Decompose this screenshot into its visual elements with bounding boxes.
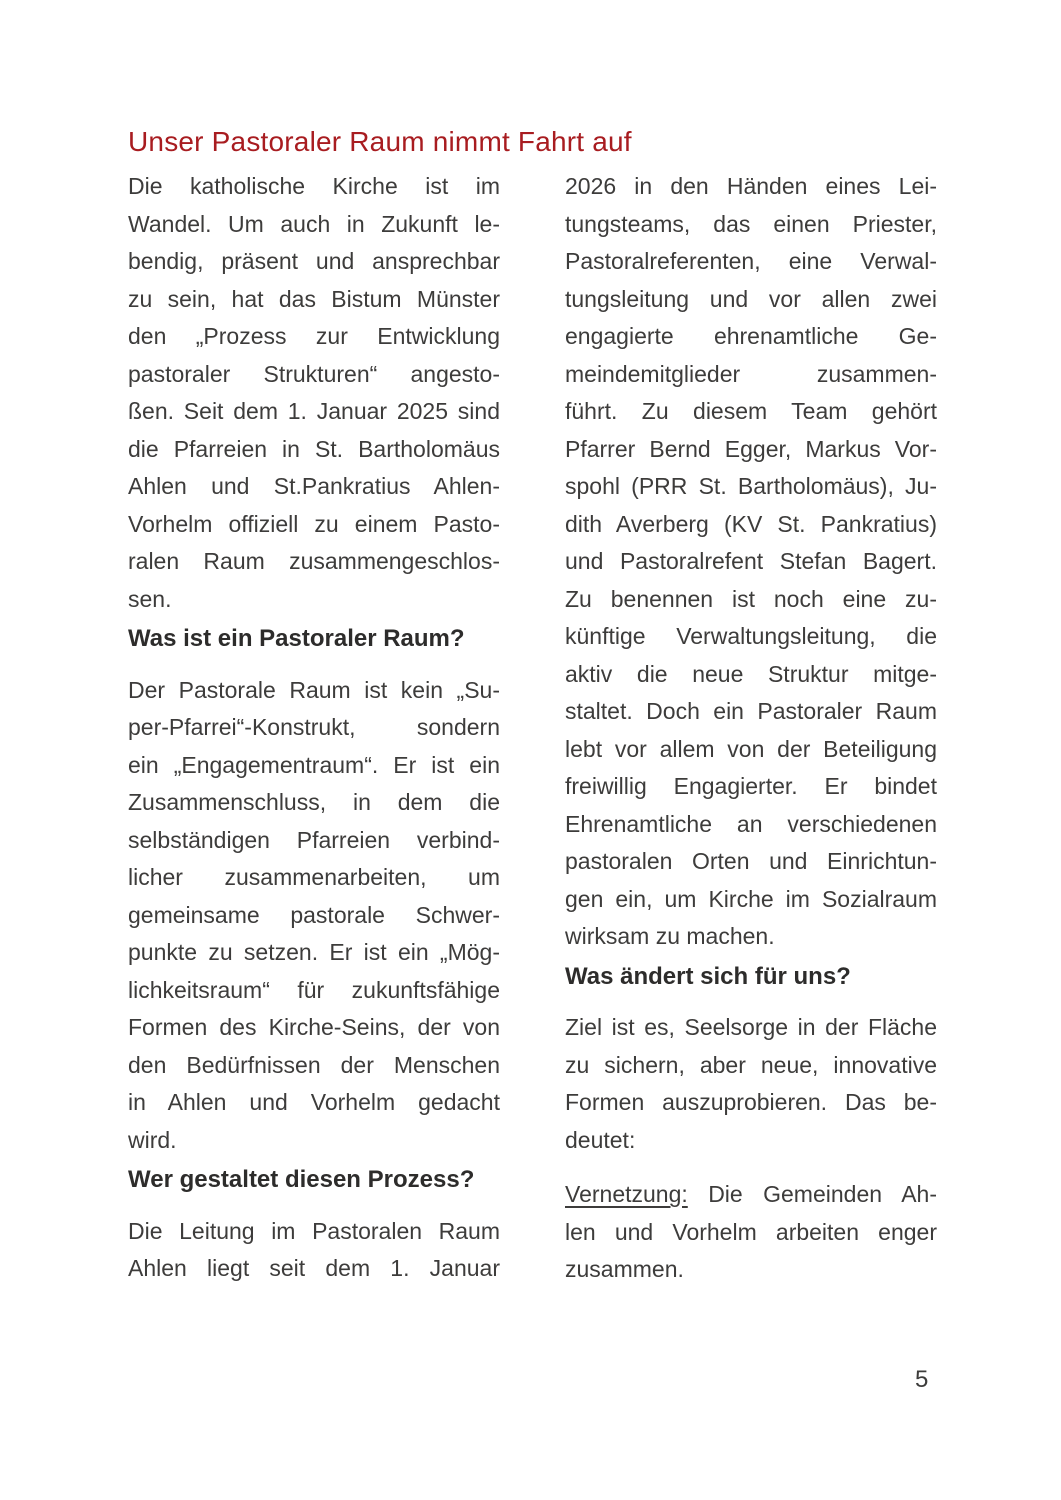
text-line: Die katholische Kirche ist im xyxy=(128,173,500,199)
text-line: per-Pfarrei“-Konstrukt, sondern xyxy=(128,714,500,740)
text-line: 2026 in den Händen eines Lei- xyxy=(565,173,937,199)
text-line: lichkeitsraum“ für zukunftsfähige xyxy=(128,976,500,1003)
section-heading: Wer gestaltet diesen Prozess? xyxy=(128,1166,475,1193)
text-line: dith Averberg (KV St. Pankratius) xyxy=(565,510,937,537)
text-line: pastoralen Orten und Einrichtun- xyxy=(565,848,937,874)
text-line: ralen Raum zusammengeschlos- xyxy=(128,548,500,574)
text-line: den Bedürfnissen der Menschen xyxy=(128,1051,500,1078)
paragraph xyxy=(565,168,937,956)
text-line: künftige Verwaltungsleitung, die xyxy=(565,623,937,649)
text-line: in Ahlen und Vorhelm gedacht xyxy=(128,1089,500,1115)
text-line: gen ein, um Kirche im Sozialraum xyxy=(565,885,937,912)
text-line: Formen auszuprobieren. Das be- xyxy=(565,1089,937,1115)
text-line: tungsteams, das einen Priester, xyxy=(565,210,937,237)
text-line: licher zusammenarbeiten, um xyxy=(128,864,500,890)
text-line: Ehrenamtliche an verschiedenen xyxy=(565,810,937,837)
text-line: tungsleitung und vor allen zwei xyxy=(565,285,937,312)
text-line: die Pfarreien in St. Bartholomäus xyxy=(128,435,500,462)
paragraph xyxy=(565,1176,937,1289)
text-line: freiwillig Engagierter. Er bindet xyxy=(565,773,937,799)
text-line: Ahlen liegt seit dem 1. Januar xyxy=(128,1255,500,1281)
text-line: wirksam zu machen. xyxy=(565,923,775,949)
text-line: deutet: xyxy=(565,1126,636,1153)
paragraph xyxy=(565,1009,937,1159)
text-line: pastoraler Strukturen“ angesto- xyxy=(128,360,500,387)
text-line: sen. xyxy=(128,585,172,612)
text-line: zu sein, hat das Bistum Münster xyxy=(128,285,500,312)
text-line: gemeinsame pastorale Schwer- xyxy=(128,901,500,928)
text-line: Der Pastorale Raum ist kein „Su- xyxy=(128,676,500,703)
text-line: führt. Zu diesem Team gehört xyxy=(565,398,937,424)
section-heading: Was ändert sich für uns? xyxy=(565,962,851,990)
page-title: Unser Pastoraler Raum nimmt Fahrt auf xyxy=(128,126,632,157)
text-line: aktiv die neue Struktur mitge- xyxy=(565,660,937,687)
text-line: staltet. Doch ein Pastoraler Raum xyxy=(565,698,937,724)
text-line: punkte zu setzen. Er ist ein „Mög- xyxy=(128,939,500,965)
text-line: Vorhelm offiziell zu einem Pasto- xyxy=(128,510,500,537)
text-line: len und Vorhelm arbeiten enger xyxy=(565,1218,937,1245)
paragraph xyxy=(128,672,500,1160)
text-line: zu sichern, aber neue, innovative xyxy=(565,1051,937,1078)
column-right xyxy=(565,168,937,1306)
text-line: Pastoralreferenten, eine Verwal- xyxy=(565,248,937,274)
text-line: Vernetzung: Die Gemeinden Ah- xyxy=(565,1181,937,1207)
text-line: selbständigen Pfarreien verbind- xyxy=(128,826,500,853)
text-line: Ahlen und St.Pankratius Ahlen- xyxy=(128,473,500,499)
text-line: wird. xyxy=(128,1126,177,1153)
section-heading: Was ist ein Pastoraler Raum? xyxy=(128,625,465,652)
text-line: bendig, präsent und ansprechbar xyxy=(128,248,500,274)
text-line: Pfarrer Bernd Egger, Markus Vor- xyxy=(565,435,937,462)
text-line: Zusammenschluss, in dem die xyxy=(128,789,500,815)
text-line: Die Leitung im Pastoralen Raum xyxy=(128,1217,500,1244)
text-line: lebt vor allem von der Beteiligung xyxy=(565,735,937,762)
page-number: 5 xyxy=(915,1366,929,1393)
paragraph xyxy=(128,1213,500,1288)
text-line: den „Prozess zur Entwicklung xyxy=(128,323,500,349)
text-line: und Pastoralrefent Stefan Bagert. xyxy=(565,548,937,574)
text-line: ßen. Seit dem 1. Januar 2025 sind xyxy=(128,398,500,424)
two-column-layout xyxy=(128,168,937,1306)
paragraph xyxy=(128,168,500,618)
column-left xyxy=(128,168,500,1306)
text-line: meindemitglieder zusammen- xyxy=(565,360,937,387)
underlined-term: Vernetzung: xyxy=(565,1181,688,1207)
text-line: Wandel. Um auch in Zukunft le- xyxy=(128,210,500,237)
text-line: zusammen. xyxy=(565,1256,684,1282)
text-line: spohl (PRR St. Bartholomäus), Ju- xyxy=(565,473,937,499)
text-line: Formen des Kirche-Seins, der von xyxy=(128,1014,500,1040)
text-line: engagierte ehrenamtliche Ge- xyxy=(565,323,937,349)
text-line: ein „Engagementraum“. Er ist ein xyxy=(128,751,500,778)
text-line: Ziel ist es, Seelsorge in der Fläche xyxy=(565,1014,937,1040)
text-line: Zu benennen ist noch eine zu- xyxy=(565,585,937,612)
